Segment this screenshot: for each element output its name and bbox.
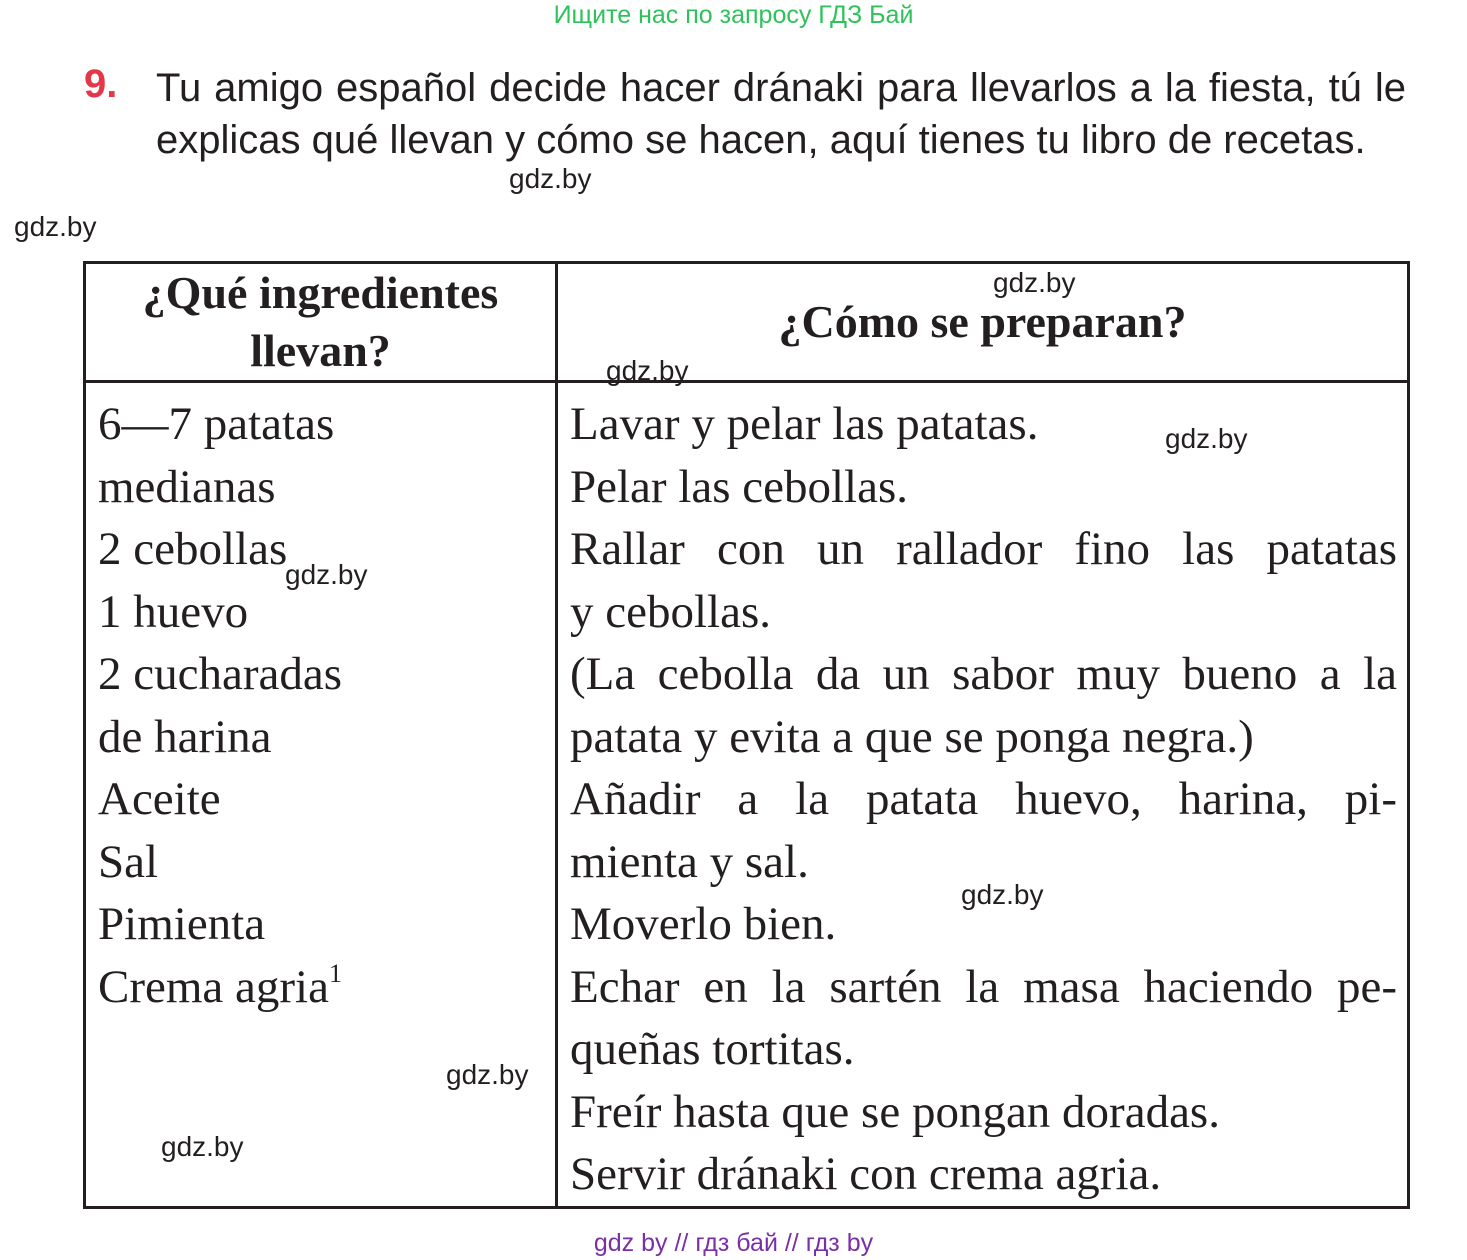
watermark: gdz.by (1165, 423, 1248, 454)
list-item: 1 huevo (98, 585, 249, 638)
watermark: gdz.by (161, 1131, 244, 1162)
step-line: Echar en la sartén la masa haciendo pe- (570, 960, 1397, 1013)
footer-watermark: gdz by // гдз бай // гдз by (593, 1229, 874, 1257)
step-line: Añadir a la patata huevo, harina, pi- (570, 773, 1397, 825)
step-line: y cebollas. (570, 585, 771, 638)
step-line: Freír hasta que se pongan doradas. (570, 1085, 1220, 1138)
step-line: Lavar y pelar las patatas. (570, 398, 1039, 450)
step-line: (La cebolla da un sabor muy bueno a la (570, 648, 1397, 700)
preparation-header: ¿Cómo se preparan? (557, 263, 1409, 382)
list-item: 2 cebollas (98, 523, 288, 575)
list-item: Pimienta (98, 898, 266, 950)
list-item: Aceite (98, 773, 221, 825)
watermark: gdz.by (509, 163, 592, 194)
preparation-cell (557, 382, 1409, 1208)
list-item (98, 956, 545, 1019)
list-item: 6—7 patatas (98, 398, 335, 450)
list-item: Sal (98, 835, 159, 888)
footnote-mark: 1 (328, 958, 342, 988)
ingredients-header: ¿Qué ingredientes llevan? (85, 263, 557, 382)
watermark: gdz.by (961, 879, 1044, 910)
list-item: medianas (98, 460, 276, 513)
watermark: gdz.by (446, 1059, 529, 1090)
step-line: mienta y sal. (570, 835, 809, 888)
task-text: Tu amigo español decide hacer dránaki para llevarlos a la fiesta, tú le explicas qué llevan y cómo se hacen, aquí tienes tu libro de recetas. (156, 66, 1406, 162)
table-row (85, 382, 1409, 1208)
step-line: Servir dránaki con crema agria. (570, 1148, 1162, 1200)
watermark: gdz.by (993, 267, 1076, 298)
recipe-table (83, 261, 1410, 1209)
top-banner: Ищите нас по запросу ГДЗ Бай (553, 1, 914, 29)
task-number: 9. (84, 62, 118, 106)
preparation-steps (558, 383, 1407, 1206)
table-header-row (85, 263, 1409, 382)
step-line: Pelar las cebollas. (570, 460, 909, 513)
watermark: gdz.by (14, 211, 97, 242)
step-line: Moverlo bien. (570, 898, 837, 950)
list-item: 2 cucharadas (98, 648, 342, 700)
step-line: Rallar con un rallador fino las patatas (570, 523, 1397, 575)
watermark: gdz.by (606, 355, 689, 386)
step-line: queñas tortitas. (570, 1023, 855, 1075)
list-item-label: Crema agria (98, 960, 329, 1013)
step-line: patata y evita a que se ponga negra.) (570, 710, 1254, 763)
list-item: de harina (98, 710, 272, 763)
watermark: gdz.by (285, 559, 368, 590)
